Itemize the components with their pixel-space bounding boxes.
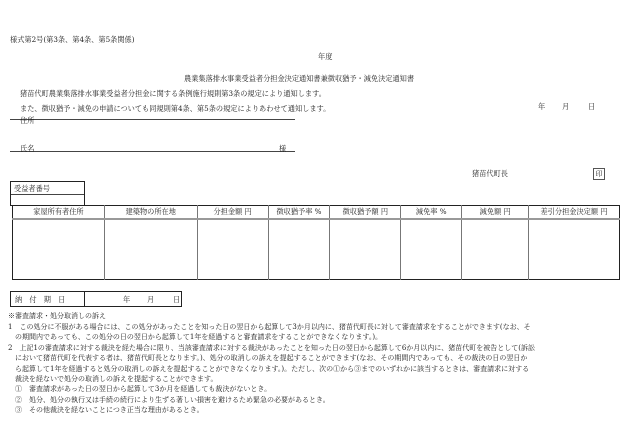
beneficiary-number-field[interactable]	[11, 195, 84, 205]
due-date-field[interactable]	[85, 292, 181, 306]
header-charge-amount: 分担金額 円	[197, 206, 268, 220]
date-year: 年	[538, 102, 546, 111]
cell-deferral-amount[interactable]	[330, 219, 401, 280]
note-line: ③ その他裁決を経ないことにつき正当な理由があるとき。	[8, 406, 204, 414]
note-line: 裁決を経ないで処分の取消しの訴えを提起することができます。	[8, 375, 218, 383]
header-exemption-rate: 減免率 %	[401, 206, 462, 220]
form-number: 様式第2号(第3条、第4条、第5条関係)	[10, 35, 135, 44]
issuer-title: 猪苗代町長	[472, 169, 508, 178]
document-title: 農業集落排水事業受益者分担金決定通知書兼徴収猶予・減免決定通知書	[184, 74, 415, 83]
header-exemption-amount: 減免額 円	[462, 206, 529, 220]
header-building-location: 建築物の所在地	[104, 206, 197, 220]
name-label: 氏名	[20, 144, 35, 153]
note-line: ら起算して1年を経過すると処分の取消しの訴えを提起することができなくなります。)。ただし、次の①から③までのいずれかに該当するときは、審査請求に対する	[8, 365, 530, 373]
due-date-day: 日	[173, 295, 181, 304]
beneficiary-number-label: 受益者番号	[14, 184, 50, 193]
header-deferral-rate: 徴収猶予率 %	[268, 206, 330, 220]
note-line: 2 上記1の審査請求に対する裁決を経た場合に限り、当該審査請求に対する裁決があったことを知った日の翌日から起算して6か月以内に、猪苗代町を被告として(訴訟	[8, 344, 536, 352]
note-line: において猪苗代町を代表する者は、猪苗代町長となります。)、処分の取消しの訴えを提起することができます(なお、その期間内であっても、その裁決の日の翌日か	[8, 354, 528, 362]
assessment-table	[12, 205, 620, 280]
cell-building-location[interactable]	[104, 219, 197, 280]
intro-line-1: 猪苗代町農業集落排水事業受益者分担金に関する条例施行規則第3条の規定により通知します。	[20, 89, 326, 98]
note-line: ② 処分、処分の執行又は手続の続行により生ずる著しい損害を避けるため緊急の必要があるとき。	[8, 396, 330, 404]
cell-deferral-rate[interactable]	[268, 219, 330, 280]
table-row	[13, 219, 620, 280]
table-header-row	[13, 206, 620, 220]
due-date-year: 年	[123, 295, 131, 304]
beneficiary-number-box	[10, 181, 85, 206]
cell-charge-amount[interactable]	[197, 219, 268, 280]
due-date-box	[10, 291, 182, 307]
header-owner-address: 家屋所有者住所	[13, 206, 105, 220]
header-net-charge: 差引分担金決定額 円	[529, 206, 620, 220]
honorific: 様	[279, 144, 287, 153]
date-day: 日	[588, 102, 596, 111]
note-line: ① 審査請求があった日の翌日から起算して3か月を経過しても裁決がないとき。	[8, 385, 272, 393]
due-date-label: 納 付 期 日	[15, 295, 66, 304]
intro-line-2: また、徴収猶予・減免の申請についても同規則第4条、第5条の規定によりあわせて通知します。	[20, 104, 331, 113]
due-date-month: 月	[147, 295, 155, 304]
cell-exemption-rate[interactable]	[401, 219, 462, 280]
date-month: 月	[562, 102, 570, 111]
cell-owner-address[interactable]	[13, 219, 105, 280]
note-line: の期間内であっても、この処分の日の翌日から起算して1年を経過すると審査請求をすることができなくなります。)。	[8, 333, 383, 341]
note-line: 1 この処分に不服がある場合には、この処分があったことを知った日の翌日から起算して3か月以内に、猪苗代町長に対して審査請求をすることができます(なお、そ	[8, 323, 531, 331]
fiscal-year-label: 年度	[318, 52, 333, 61]
seal-icon: 印	[593, 168, 605, 180]
address-line[interactable]	[10, 119, 295, 120]
cell-exemption-amount[interactable]	[462, 219, 529, 280]
name-line[interactable]	[10, 151, 295, 152]
cell-net-charge[interactable]	[529, 219, 620, 280]
notes-heading: ※審査請求・処分取消しの訴え	[8, 312, 106, 320]
address-label: 住所	[20, 116, 35, 125]
header-deferral-amount: 徴収猶予額 円	[330, 206, 401, 220]
